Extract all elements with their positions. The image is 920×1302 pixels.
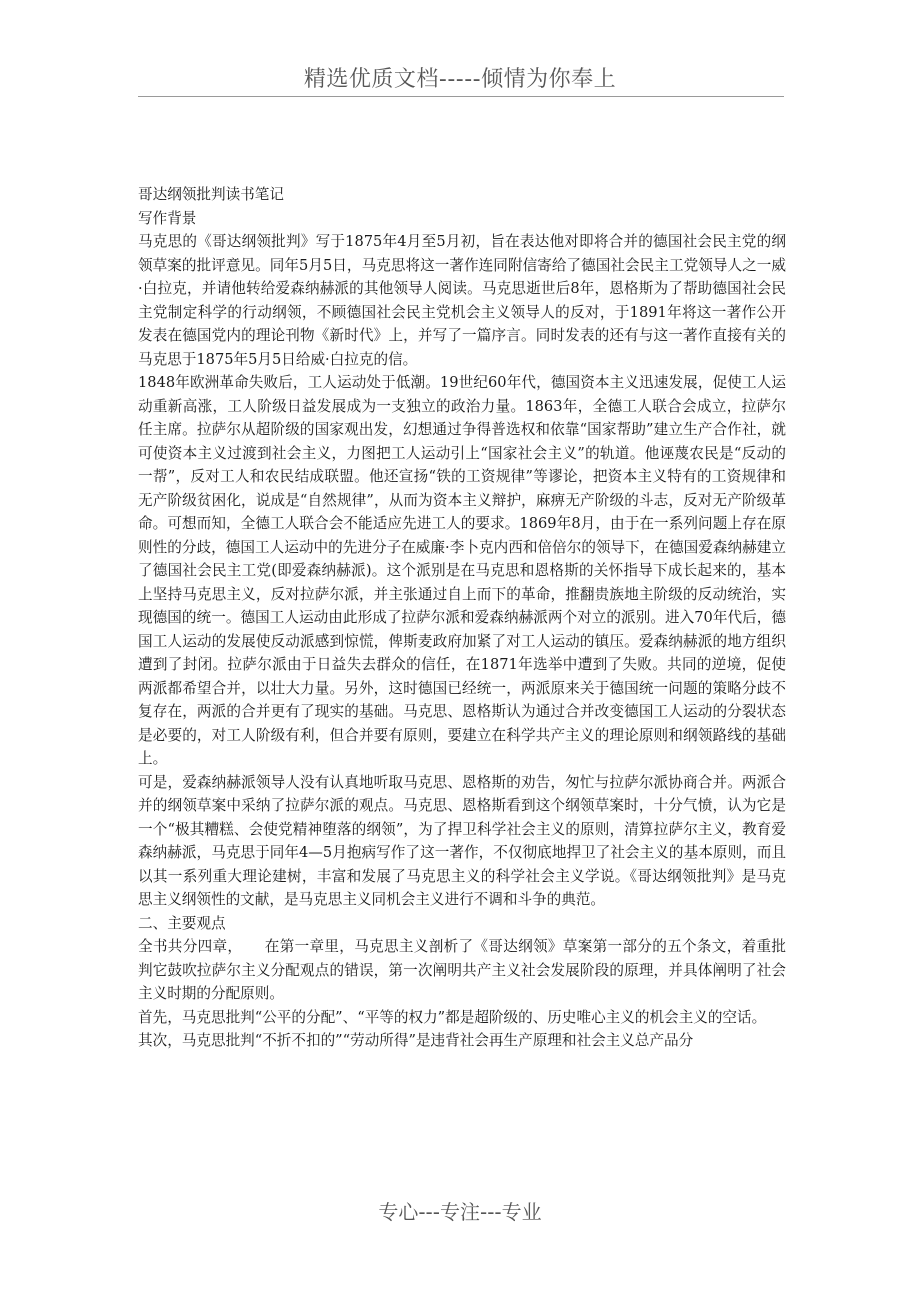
paragraph: 可是，爱森纳赫派领导人没有认真地听取马克思、恩格斯的劝告，匆忙与拉萨尔派协商合并。两派合并的纲领草案中采纳了拉萨尔派的观点。马克思、恩格斯看到这个纲领草案时，十分气愤，认为它是一个“极其糟糕、会使党精神堕落的纲领”，为了捍卫科学社会主义的原则，清算拉萨尔主义，教育爱森纳赫派，马克思于同年4—5月抱病写作了这一著作，不仅彻底地捍卫了社会主义的基本原则，而且以其一系列重大理论建树，丰富和发展了马克思主义的科学社会主义学说。《哥达纲领批判》是马克思主义纲领性的文献，是马克思主义同机会主义进行不调和斗争的典范。 (138, 773, 786, 908)
header-divider (138, 96, 784, 97)
page-header: 精选优质文档-----倾情为你奉上 (303, 67, 617, 92)
paragraph: 首先，马克思批判“公平的分配”、“平等的权力”都是超阶级的、历史唯心主义的机会主义的空话。 (138, 1008, 767, 1026)
section-heading-background: 写作背景 (138, 209, 197, 227)
paragraph: 其次，马克思批判“不折不扣的”“劳动所得”是违背社会再生产原理和社会主义总产品分 (138, 1032, 694, 1049)
page-footer: 专心---专注---专业 (378, 1200, 542, 1224)
document-title: 哥达纲领批判读书笔记 (138, 186, 284, 203)
paragraph: 1848年欧洲革命失败后，工人运动处于低潮。19世纪60年代，德国资本主义迅速发展，促使工人运动重新高涨，工人阶级日益发展成为一支独立的政治力量。1863年，全德工人联合会成立，拉萨尔任主席。拉萨尔从超阶级的国家观出发，幻想通过争得普选权和依靠“国家帮助”建立生产合作社，就可使资本主义过渡到社会主义，力图把工人运动引上“国家社会主义”的轨道。他诬蔑农民是“反动的一帮”，反对工人和农民结成联盟。他还宣扬“铁的工资规律”等谬论，把资本主义特有的工资规律和无产阶级贫困化，说成是“自然规律”，从而为资本主义辩护，麻痹无产阶级的斗志，反对无产阶级革命。可想而知，全德工人联合会不能适应先进工人的要求。1869年8月，由于在一系列问题上存在原则性的分歧，德国工人运动中的先进分子在威廉·李卜克内西和倍倍尔的领导下，在德国爱森纳赫建立了德国社会民主工党(即爱森纳赫派)。这个派别是在马克思和恩格斯的关怀指导下成长起来的，基本上坚持马克思主义，反对拉萨尔派，并主张通过自上而下的革命，推翻贵族地主阶级的反动统治，实现德国的统一。德国工人运动由此形成了拉萨尔派和爱森纳赫派两个对立的派别。进入70年代后，德国工人运动的发展使反动派感到惊慌，俾斯麦政府加紧了对工人运动的镇压。爱森纳赫派的地方组织遭到了封闭。拉萨尔派由于日益失去群众的信任，在1871年选举中遭到了失败。共同的逆境，促使两派都希望合并，以壮大力量。另外，这时德国已经统一，两派原来关于德国统一问题的策略分歧不复存在，两派的合并更有了现实的基础。马克思、恩格斯认为通过合并改变德国工人运动的分裂状态是必要的，对工人阶级有利，但合并要有原则，要建立在科学共产主义的理论原则和纲领路线的基础上。 (138, 374, 786, 767)
paragraph: 马克思的《哥达纲领批判》写于1875年4月至5月初，旨在表达他对即将合并的德国社会民主党的纲领草案的批评意见。同年5月5日，马克思将这一著作连同附信寄给了德国社会民主工党领导人之一威·白拉克，并请他转给爱森纳赫派的其他领导人阅读。马克思逝世后8年，恩格斯为了帮助德国社会民主党制定科学的行动纲领，不顾德国社会民主党机会主义领导人的反对，于1891年将这一著作公开发表在德国党内的理论刊物《新时代》上，并写了一篇序言。同时发表的还有与这一著作直接有关的马克思于1875年5月5日给威·白拉克的信。 (138, 233, 786, 368)
section-heading-main-views: 二、主要观点 (138, 914, 226, 932)
document-body (138, 183, 786, 1053)
paragraph: 全书共分四章， 在第一章里，马克思主义剖析了《哥达纲领》草案第一部分的五个条文，着重批判它鼓吹拉萨尔主义分配观点的错误，第一次阐明共产主义社会发展阶段的原理，并具体阐明了社会主义时期的分配原则。 (138, 938, 786, 1002)
